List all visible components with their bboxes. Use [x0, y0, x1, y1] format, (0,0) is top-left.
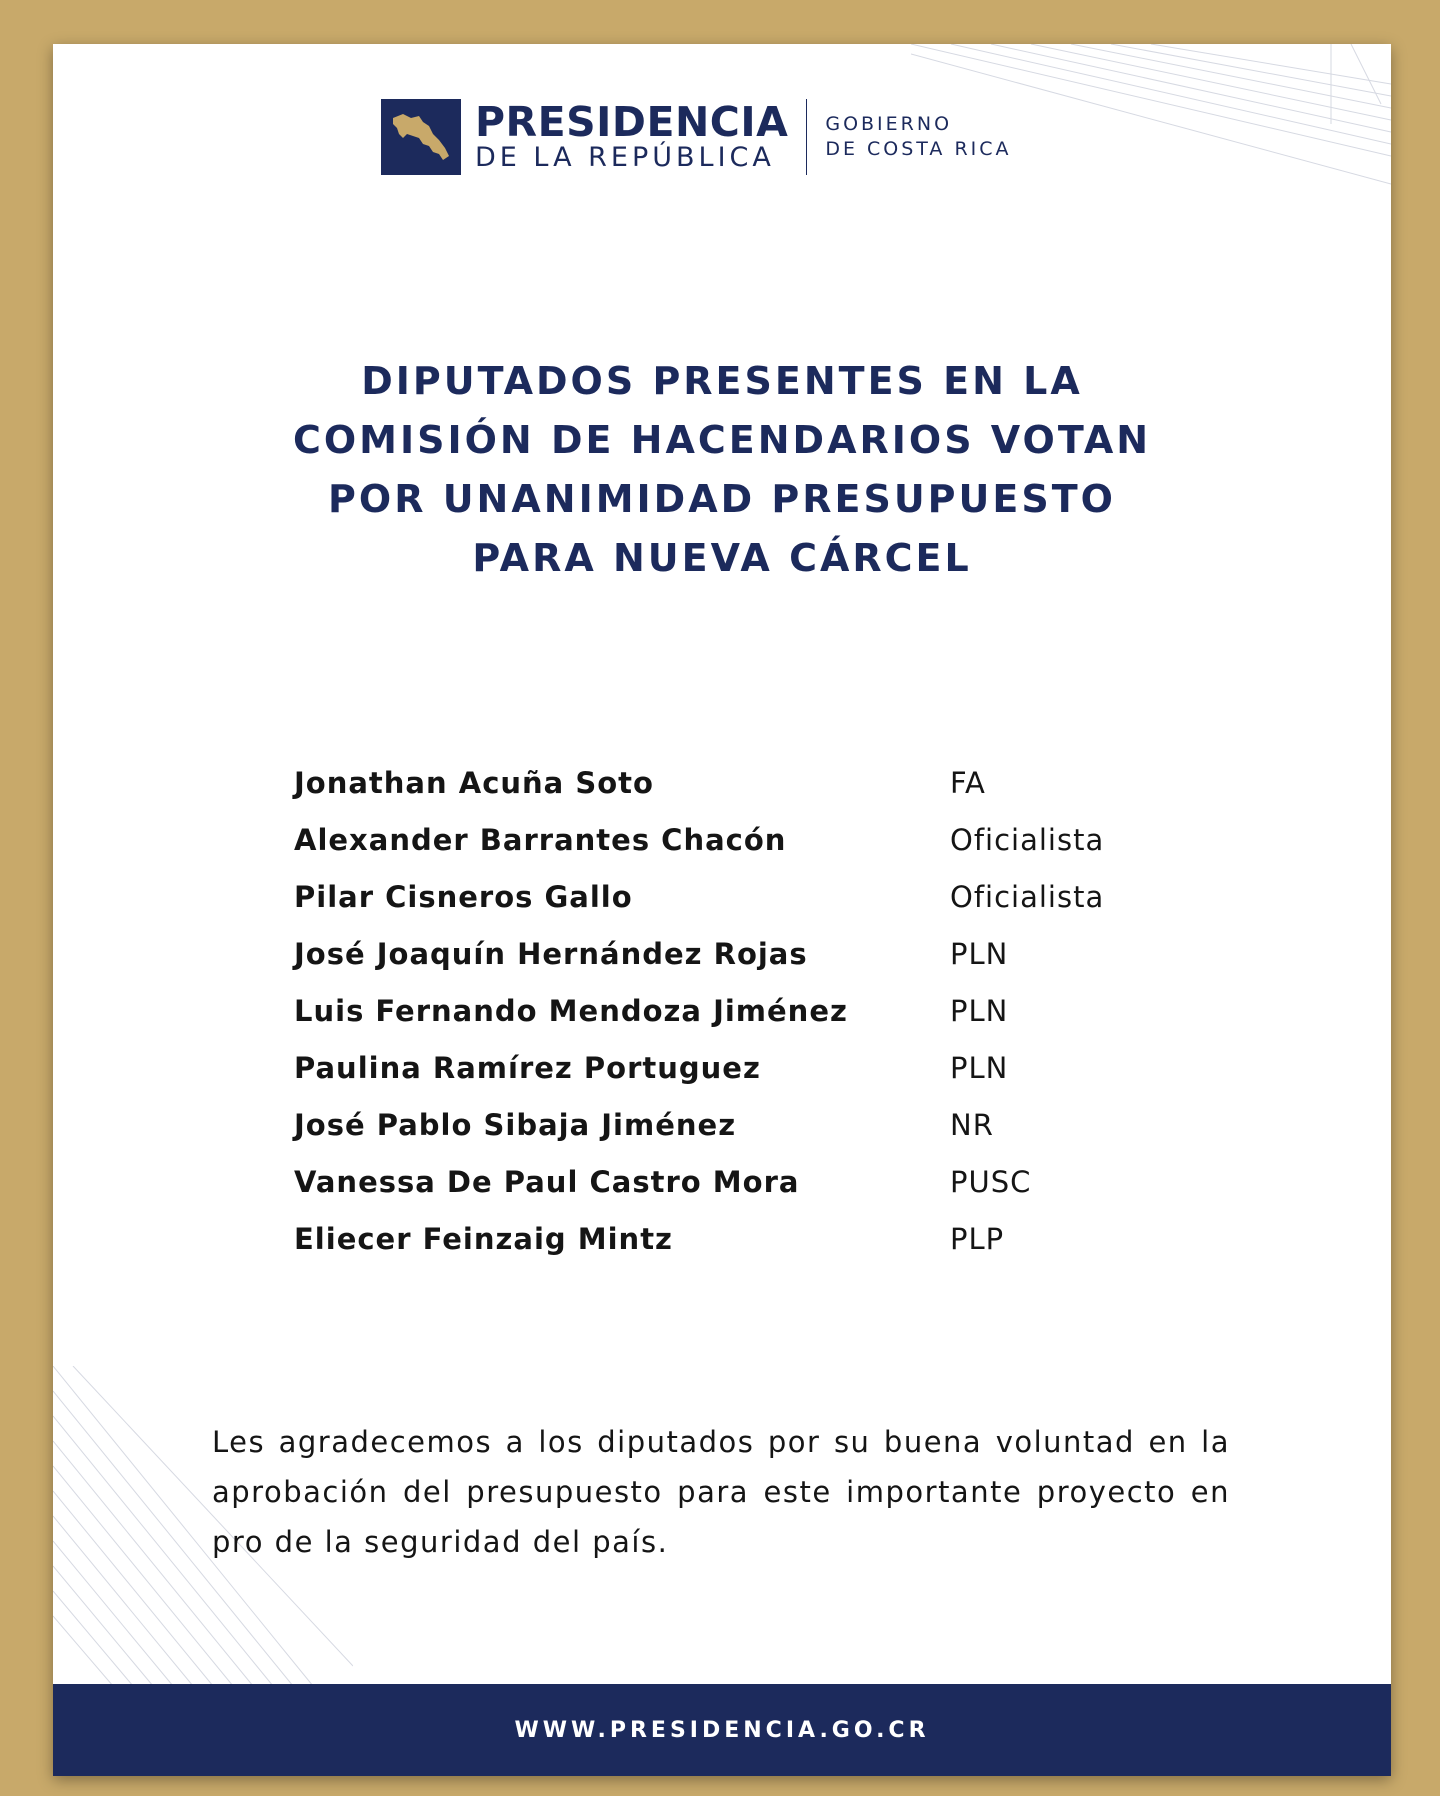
headline-line: PARA NUEVA CÁRCEL [472, 536, 972, 580]
member-row [294, 1153, 1194, 1210]
footer-website-url: WWW.PRESIDENCIA.GO.CR [514, 1717, 930, 1743]
headline-line: POR UNANIMIDAD PRESUPUESTO [328, 477, 1116, 521]
member-row [294, 925, 1194, 982]
member-row [294, 754, 1194, 811]
headline-line: COMISIÓN DE HACENDARIOS VOTAN [292, 418, 1152, 462]
government-line-2: DE COSTA RICA [825, 138, 1012, 160]
logo-title: PRESIDENCIA [475, 98, 789, 146]
document-sheet [53, 44, 1391, 1776]
member-name: José Joaquín Hernández Rojas [294, 936, 808, 971]
member-row [294, 982, 1194, 1039]
member-party: PLN [950, 1050, 1009, 1085]
member-name: Vanessa De Paul Castro Mora [294, 1164, 800, 1199]
footer-bar [53, 1684, 1391, 1776]
headline-line: DIPUTADOS PRESENTES EN LA [361, 359, 1083, 403]
member-party: Oficialista [950, 822, 1105, 857]
member-name: Eliecer Feinzaig Mintz [294, 1221, 673, 1256]
government-label [825, 112, 1011, 162]
logo-wordmark [475, 98, 789, 173]
member-name: Alexander Barrantes Chacón [294, 822, 787, 857]
member-party: PLN [950, 936, 1009, 971]
member-row [294, 1210, 1194, 1267]
member-name: Pilar Cisneros Gallo [294, 879, 633, 914]
costa-rica-map-icon [381, 99, 461, 175]
member-row [294, 1039, 1194, 1096]
logo-divider [806, 99, 807, 175]
government-line-1: GOBIERNO [825, 113, 953, 135]
member-party: PUSC [950, 1164, 1032, 1199]
member-party: FA [950, 765, 986, 800]
closing-paragraph: Les agradecemos a los diputados por su buena voluntad en la aprobación del presupuesto para este importante proyecto en pro de la seguridad del país. [212, 1425, 1230, 1559]
member-name: Luis Fernando Mendoza Jiménez [294, 993, 848, 1028]
member-row [294, 1096, 1194, 1153]
member-row [294, 811, 1194, 868]
member-name: José Pablo Sibaja Jiménez [294, 1107, 737, 1142]
member-name: Paulina Ramírez Portuguez [294, 1050, 761, 1085]
member-row [294, 868, 1194, 925]
members-list [294, 754, 1194, 1267]
member-party: Oficialista [950, 879, 1105, 914]
logo-subtitle: DE LA REPÚBLICA [475, 142, 775, 173]
member-name: Jonathan Acuña Soto [294, 765, 654, 800]
member-party: NR [950, 1107, 994, 1142]
headline [53, 352, 1391, 588]
member-party: PLN [950, 993, 1009, 1028]
member-party: PLP [950, 1221, 1005, 1256]
presidency-logo [381, 99, 1012, 175]
